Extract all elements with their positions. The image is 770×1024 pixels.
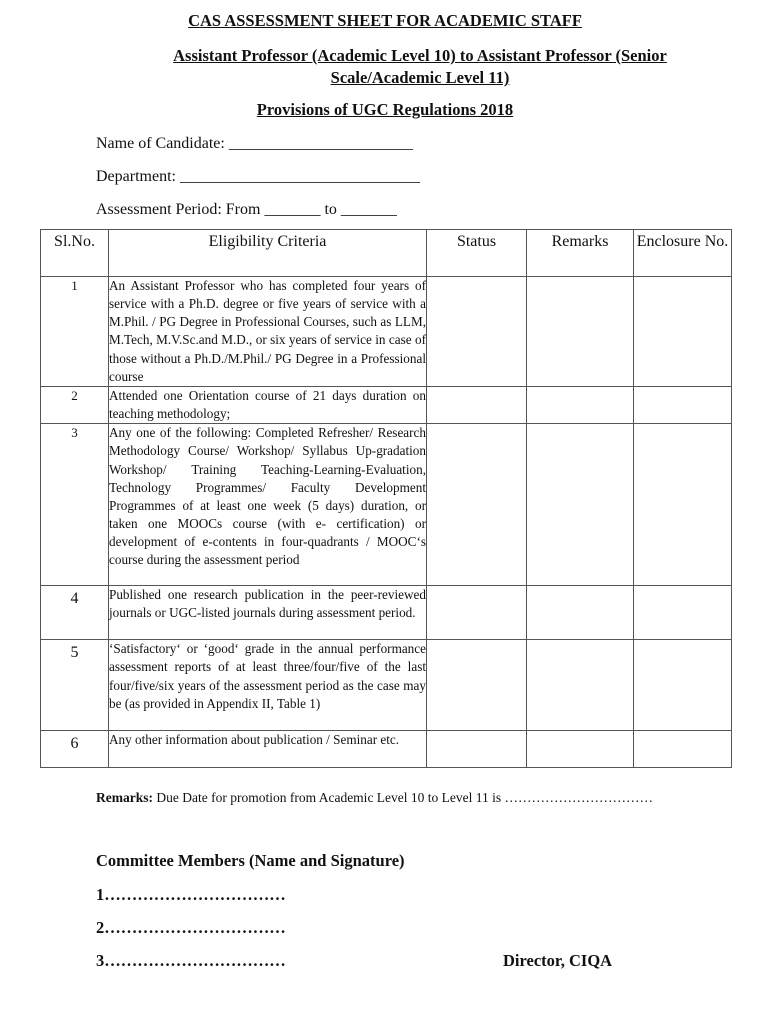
row-enclosure-cell[interactable] <box>634 586 732 640</box>
provisions-heading: Provisions of UGC Regulations 2018 <box>256 100 514 119</box>
table-row <box>41 640 732 731</box>
row-sl-no: 1 <box>41 277 109 387</box>
table-row <box>41 387 732 424</box>
row-remarks-cell[interactable] <box>527 586 634 640</box>
row-remarks-cell[interactable] <box>527 387 634 424</box>
assessment-period-field: Assessment Period: From _______ to _______ <box>96 201 397 218</box>
table-row <box>41 586 732 640</box>
table-header-row <box>41 230 732 277</box>
column-header-criteria: Eligibility Criteria <box>109 230 427 277</box>
row-criteria: An Assistant Professor who has completed four years of service with a Ph.D. degree or five years of service with a M.Phil. / PG Degree in Professional Courses, such as LLM, M.Tech, M.V.Sc.and M.D., or six years of service in case of those without a Ph.D./M.Phil./ PG Degree in a Professional course <box>109 277 427 387</box>
committee-heading: Committee Members (Name and Signature) <box>96 851 405 870</box>
committee-member-line: 3…………………………… <box>96 951 286 970</box>
column-header-enclosure: Enclosure No. <box>634 230 732 277</box>
table-row <box>41 424 732 586</box>
row-status-cell[interactable] <box>427 387 527 424</box>
row-enclosure-cell[interactable] <box>634 277 732 387</box>
row-status-cell[interactable] <box>427 424 527 586</box>
committee-member-line: 2…………………………… <box>96 918 286 937</box>
eligibility-table <box>40 229 732 768</box>
table-row <box>41 731 732 768</box>
row-remarks-cell[interactable] <box>527 277 634 387</box>
row-enclosure-cell[interactable] <box>634 424 732 586</box>
row-status-cell[interactable] <box>427 586 527 640</box>
row-criteria: Published one research publication in the peer-reviewed journals or UGC-listed journals during assessment period. <box>109 586 427 640</box>
row-sl-no: 2 <box>41 387 109 424</box>
row-criteria: Any other information about publication / Seminar etc. <box>109 731 427 768</box>
remarks-text: Due Date for promotion from Academic Level 10 to Level 11 is …………………………… <box>153 790 654 805</box>
remarks-line <box>96 789 653 807</box>
row-sl-no: 3 <box>41 424 109 586</box>
row-sl-no: 5 <box>41 640 109 731</box>
department-field: Department: ______________________________ <box>96 168 420 185</box>
column-header-sl-no: Sl.No. <box>41 230 109 277</box>
committee-member-line: 1…………………………… <box>96 885 286 904</box>
row-enclosure-cell[interactable] <box>634 731 732 768</box>
candidate-name-field: Name of Candidate: _______________________ <box>96 135 413 152</box>
remarks-label: Remarks: <box>96 790 153 805</box>
row-remarks-cell[interactable] <box>527 640 634 731</box>
row-remarks-cell[interactable] <box>527 424 634 586</box>
page-subtitle: Assistant Professor (Academic Level 10) to Assistant Professor (Senior Scale/Academic Level 11) <box>173 46 667 87</box>
column-header-status: Status <box>427 230 527 277</box>
row-status-cell[interactable] <box>427 640 527 731</box>
row-enclosure-cell[interactable] <box>634 640 732 731</box>
row-enclosure-cell[interactable] <box>634 387 732 424</box>
table-row <box>41 277 732 387</box>
row-sl-no: 6 <box>41 731 109 768</box>
row-status-cell[interactable] <box>427 731 527 768</box>
row-criteria: Any one of the following: Completed Refresher/ Research Methodology Course/ Workshop/ Syllabus Up-gradation Workshop/ Training Teaching-Learning-Evaluation, Technology Programmes/ Faculty Development Programmes of at least one week (5 days) duration, or taken one MOOCs course (with e- certification) or development of e-contents in four-quadrants / MOOC‘s course during the assessment period <box>109 424 427 586</box>
row-criteria: ‘Satisfactory‘ or ‘good‘ grade in the annual performance assessment reports of at least three/four/five of the last four/five/six years of the assessment period as the case may be (as provided in Appendix II, Table 1) <box>109 640 427 731</box>
column-header-remarks: Remarks <box>527 230 634 277</box>
row-remarks-cell[interactable] <box>527 731 634 768</box>
row-criteria: Attended one Orientation course of 21 days duration on teaching methodology; <box>109 387 427 424</box>
row-status-cell[interactable] <box>427 277 527 387</box>
row-sl-no: 4 <box>41 586 109 640</box>
director-signature-label: Director, CIQA <box>503 951 613 970</box>
page-title: CAS ASSESSMENT SHEET FOR ACADEMIC STAFF <box>188 11 582 30</box>
